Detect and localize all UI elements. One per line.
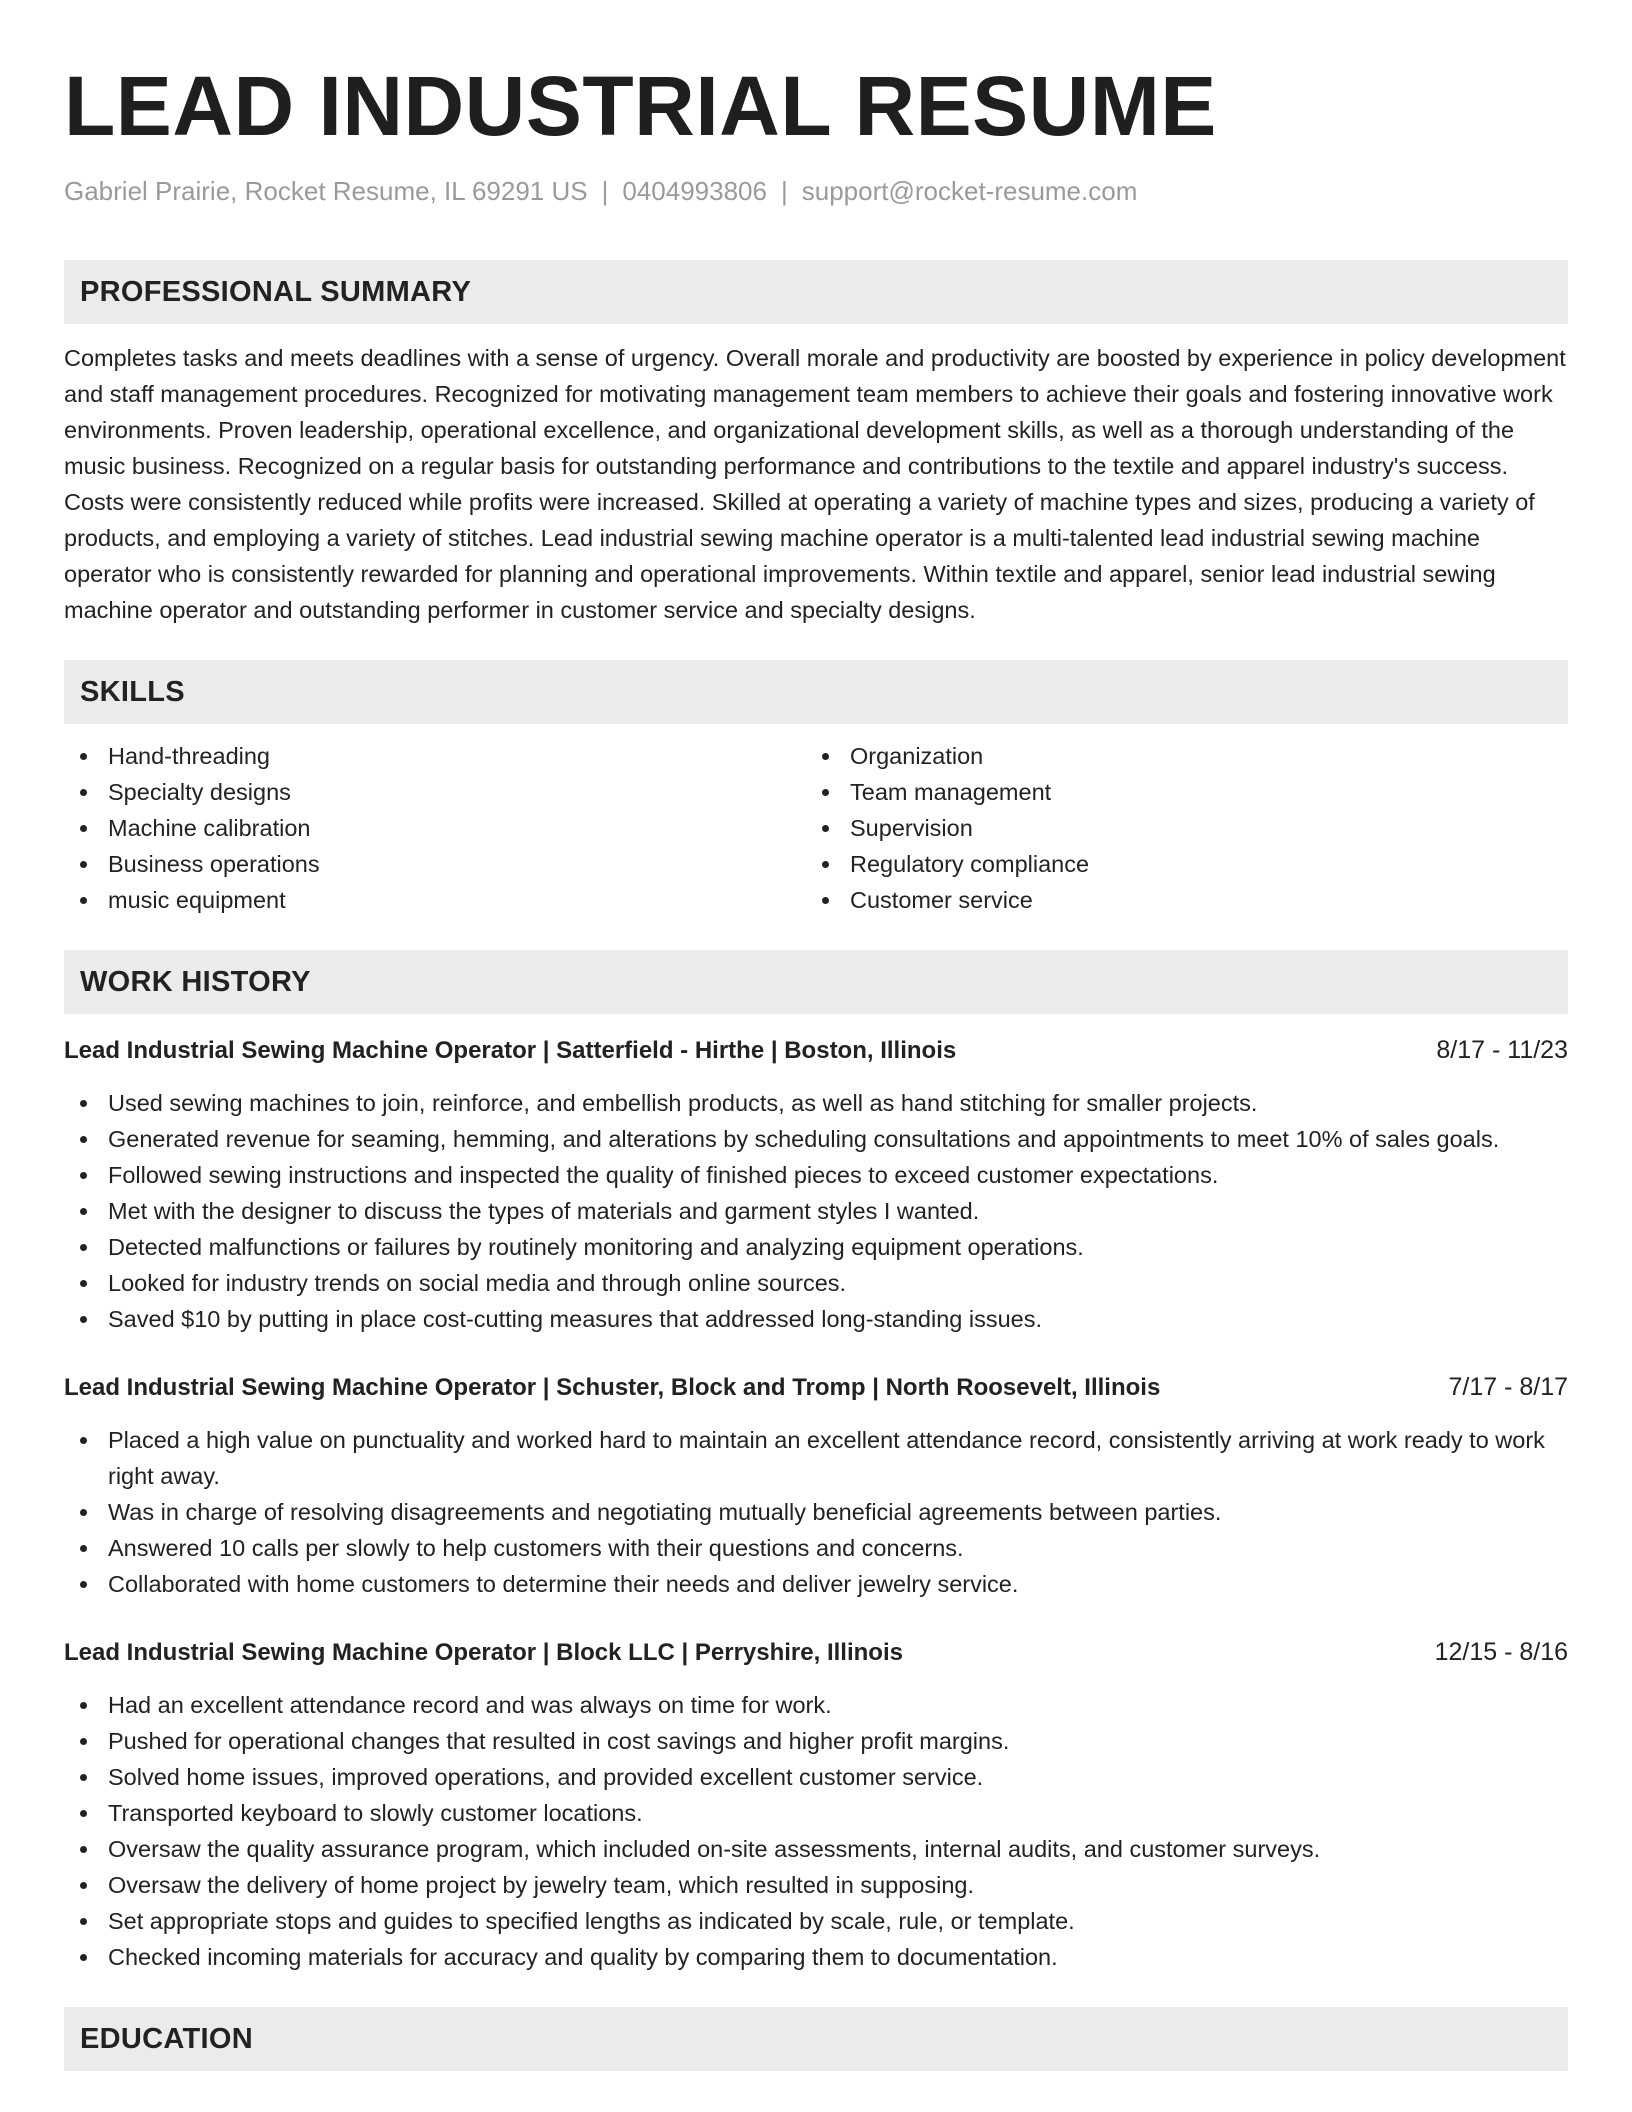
work-heading: WORK HISTORY bbox=[80, 965, 311, 998]
job-entry bbox=[64, 1032, 1568, 1337]
job-bullet: Looked for industry trends on social media and through online sources. bbox=[64, 1265, 1568, 1301]
job-header bbox=[64, 1634, 1568, 1671]
work-section-header bbox=[64, 950, 1568, 1014]
job-title: Lead Industrial Sewing Machine Operator | Satterfield - Hirthe | Boston, Illinois bbox=[64, 1037, 957, 1064]
education-section-header bbox=[64, 2007, 1568, 2071]
job-bullet: Answered 10 calls per slowly to help customers with their questions and concerns. bbox=[64, 1530, 1568, 1566]
skill-item: Machine calibration bbox=[64, 810, 806, 846]
contact-separator: | bbox=[780, 176, 788, 206]
contact-phone: 0404993806 bbox=[622, 176, 767, 206]
summary-text: Completes tasks and meets deadlines with a sense of urgency. Overall morale and productivity are boosted by experience in policy development and staff management procedures. Recognized for motivating management team members to achieve their goals and fostering innovative work environments. Proven leadership, operational excellence, and organizational development skills, as well as a thorough understanding of the music business. Recognized on a regular basis for outstanding performance and contributions to the textile and apparel industry's success. Costs were consistently reduced while profits were increased. Skilled at operating a variety of machine types and sizes, producing a variety of products, and employing a variety of stitches. Lead industrial sewing machine operator is a multi-talented lead industrial sewing machine operator who is consistently rewarded for planning and operational improvements. Within textile and apparel, senior lead industrial sewing machine operator and outstanding performer in customer service and specialty designs. bbox=[64, 345, 1566, 623]
skill-item: Regulatory compliance bbox=[806, 846, 1548, 882]
job-bullet: Oversaw the quality assurance program, which included on-site assessments, internal audits, and customer surveys. bbox=[64, 1831, 1568, 1867]
skills-section-header bbox=[64, 660, 1568, 724]
job-bullet: Checked incoming materials for accuracy and quality by comparing them to documentation. bbox=[64, 1939, 1568, 1975]
job-bullets bbox=[64, 1422, 1568, 1602]
skill-item: Hand-threading bbox=[64, 738, 806, 774]
contact-email[interactable]: support@rocket-resume.com bbox=[801, 176, 1138, 206]
job-header bbox=[64, 1032, 1568, 1069]
job-dates: 12/15 - 8/16 bbox=[1434, 1638, 1568, 1666]
job-bullets bbox=[64, 1085, 1568, 1337]
contact-separator: | bbox=[601, 176, 609, 206]
skills-heading: SKILLS bbox=[80, 675, 185, 708]
skill-item: Organization bbox=[806, 738, 1548, 774]
job-bullet: Set appropriate stops and guides to specified lengths as indicated by scale, rule, or template. bbox=[64, 1903, 1568, 1939]
job-bullets bbox=[64, 1687, 1568, 1975]
job-bullet: Pushed for operational changes that resulted in cost savings and higher profit margins. bbox=[64, 1723, 1568, 1759]
skill-item: Business operations bbox=[64, 846, 806, 882]
skills-column-right bbox=[806, 738, 1548, 918]
job-bullet: Had an excellent attendance record and was always on time for work. bbox=[64, 1687, 1568, 1723]
summary-section-header bbox=[64, 260, 1568, 324]
job-bullet: Met with the designer to discuss the types of materials and garment styles I wanted. bbox=[64, 1193, 1568, 1229]
job-bullet: Used sewing machines to join, reinforce, and embellish products, as well as hand stitching for smaller projects. bbox=[64, 1085, 1568, 1121]
skill-item: Supervision bbox=[806, 810, 1548, 846]
job-bullet: Collaborated with home customers to determine their needs and deliver jewelry service. bbox=[64, 1566, 1568, 1602]
contact-address: Gabriel Prairie, Rocket Resume, IL 69291 US bbox=[64, 176, 588, 206]
job-bullet: Placed a high value on punctuality and worked hard to maintain an excellent attendance record, consistently arriving at work ready to work right away. bbox=[64, 1422, 1568, 1494]
skills-column-left bbox=[64, 738, 806, 918]
resume-title: LEAD INDUSTRIAL RESUME bbox=[64, 59, 1217, 153]
resume-page bbox=[64, 0, 1568, 2071]
job-entry bbox=[64, 1369, 1568, 1602]
job-bullet: Solved home issues, improved operations, and provided excellent customer service. bbox=[64, 1759, 1568, 1795]
contact-line bbox=[64, 174, 1568, 208]
job-bullet: Generated revenue for seaming, hemming, and alterations by scheduling consultations and appointments to meet 10% of sales goals. bbox=[64, 1121, 1568, 1157]
job-header bbox=[64, 1369, 1568, 1406]
job-title: Lead Industrial Sewing Machine Operator | Block LLC | Perryshire, Illinois bbox=[64, 1639, 903, 1666]
skill-item: music equipment bbox=[64, 882, 806, 918]
skill-item: Team management bbox=[806, 774, 1548, 810]
skill-item: Specialty designs bbox=[64, 774, 806, 810]
skills-list bbox=[64, 738, 1568, 918]
job-bullet: Saved $10 by putting in place cost-cutting measures that addressed long-standing issues. bbox=[64, 1301, 1568, 1337]
job-bullet: Detected malfunctions or failures by routinely monitoring and analyzing equipment operations. bbox=[64, 1229, 1568, 1265]
job-bullet: Was in charge of resolving disagreements and negotiating mutually beneficial agreements between parties. bbox=[64, 1494, 1568, 1530]
skill-item: Customer service bbox=[806, 882, 1548, 918]
job-title: Lead Industrial Sewing Machine Operator | Schuster, Block and Tromp | North Roosevelt, Illinois bbox=[64, 1374, 1161, 1401]
job-entry bbox=[64, 1634, 1568, 1975]
job-dates: 8/17 - 11/23 bbox=[1436, 1036, 1568, 1064]
job-bullet: Followed sewing instructions and inspected the quality of finished pieces to exceed customer expectations. bbox=[64, 1157, 1568, 1193]
summary-heading: PROFESSIONAL SUMMARY bbox=[80, 275, 472, 308]
job-bullet: Transported keyboard to slowly customer locations. bbox=[64, 1795, 1568, 1831]
job-bullet: Oversaw the delivery of home project by jewelry team, which resulted in supposing. bbox=[64, 1867, 1568, 1903]
job-dates: 7/17 - 8/17 bbox=[1448, 1373, 1568, 1401]
education-heading: EDUCATION bbox=[80, 2022, 253, 2055]
